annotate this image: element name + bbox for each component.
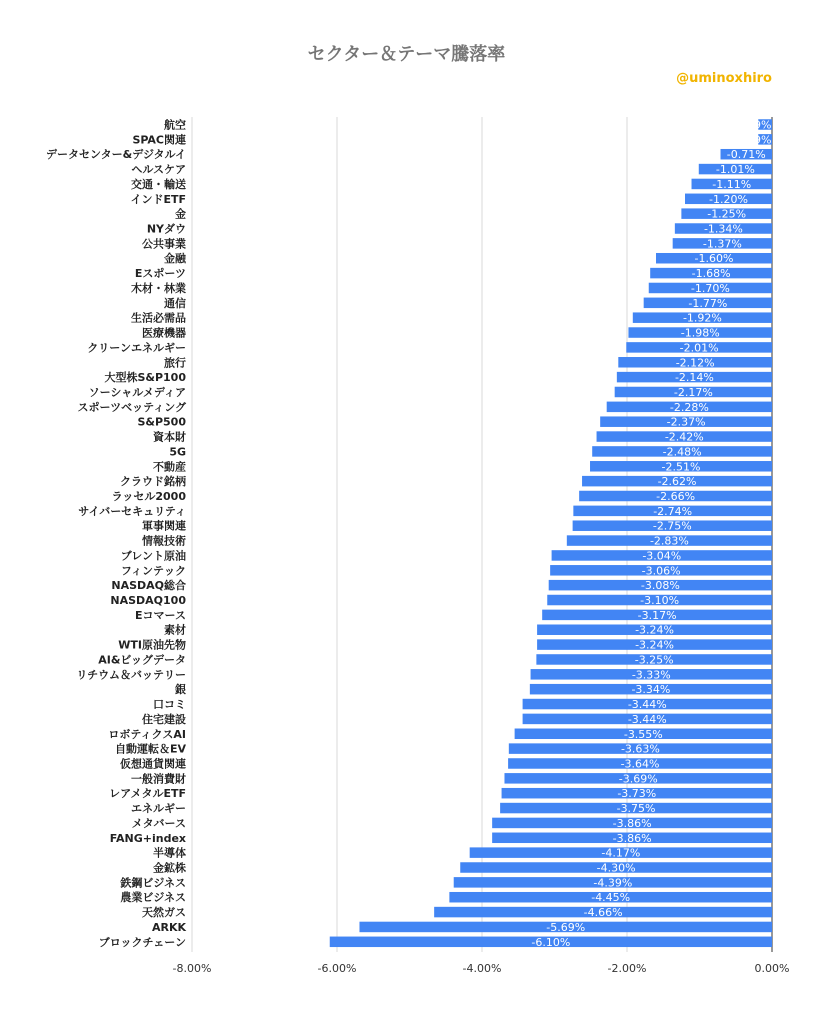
data-label: -2.12%: [675, 356, 715, 370]
category-label: 生活必需品: [131, 311, 186, 325]
category-label: 航空: [164, 118, 186, 132]
data-label: -4.30%: [596, 861, 636, 875]
category-label: 仮想通貨関連: [120, 757, 186, 771]
data-label: -1.70%: [690, 281, 730, 295]
data-label: -3.55%: [623, 727, 663, 741]
category-label: WTI原油先物: [118, 638, 186, 652]
category-label: リチウム＆バッテリー: [76, 668, 186, 682]
category-label: 資本財: [153, 430, 186, 444]
data-label: -3.25%: [634, 653, 674, 667]
category-label: 交通・輸送: [131, 177, 186, 191]
author-handle: @uminoxhiro: [676, 71, 772, 86]
category-label: 金融: [164, 252, 186, 266]
x-tick-label: -6.00%: [317, 962, 357, 975]
data-label: -2.17%: [673, 385, 713, 399]
data-label: -5.69%: [546, 920, 586, 934]
category-label: Eコマース: [135, 608, 186, 622]
data-label: -4.39%: [593, 876, 633, 890]
category-label: エネルギー: [131, 802, 186, 816]
data-label: -0.19%: [732, 118, 772, 132]
category-label: スポーツベッティング: [77, 400, 186, 414]
category-label: 情報技術: [142, 534, 186, 548]
data-label: -1.92%: [682, 311, 722, 325]
category-label: サイバーセキュリティ: [78, 504, 186, 518]
category-label: 半導体: [153, 846, 186, 860]
category-label: 5G: [169, 445, 186, 459]
category-label: 公共事業: [142, 237, 186, 251]
x-tick-label: -4.00%: [462, 962, 502, 975]
category-label: レアメタルETF: [109, 787, 186, 801]
data-label: -3.06%: [641, 564, 681, 578]
data-label: -4.45%: [591, 891, 631, 905]
category-label: ARKK: [151, 920, 186, 934]
data-label: -2.48%: [662, 445, 702, 459]
data-label: -2.28%: [669, 400, 709, 414]
category-label: クラウド銘柄: [120, 475, 186, 489]
category-label: 医療機器: [142, 326, 186, 340]
category-label: 一般消費財: [131, 772, 186, 786]
category-label: NYダウ: [146, 222, 186, 236]
data-label: -1.68%: [691, 267, 731, 281]
category-label: NASDAQ総合: [111, 579, 186, 593]
category-labels: [46, 118, 187, 949]
data-label: -3.73%: [617, 787, 657, 801]
category-label: インドETF: [130, 192, 186, 206]
data-label: -2.74%: [653, 504, 693, 518]
category-label: ロボティクスAI: [108, 727, 186, 741]
category-label: FANG+index: [109, 831, 186, 845]
x-axis-ticks: [173, 962, 790, 975]
category-label: 天然ガス: [142, 906, 186, 920]
category-label: 金鉱株: [153, 861, 186, 875]
category-label: AI&ビッグデータ: [98, 653, 186, 667]
data-label: -4.66%: [583, 906, 623, 920]
data-label: -1.25%: [707, 207, 747, 221]
x-tick-label: -2.00%: [607, 962, 647, 975]
category-label: S&P500: [137, 415, 186, 429]
data-label: -1.77%: [688, 296, 728, 310]
data-label: -2.75%: [652, 519, 692, 533]
data-label: -2.51%: [661, 460, 701, 474]
data-label: -4.17%: [601, 846, 641, 860]
data-label: -3.69%: [618, 772, 658, 786]
data-label: -3.24%: [635, 623, 675, 637]
x-tick-label: -8.00%: [172, 962, 212, 975]
category-label: ブレント原油: [120, 549, 186, 563]
data-label: -1.34%: [703, 222, 743, 236]
data-label: -1.01%: [715, 163, 755, 177]
category-label: Eスポーツ: [134, 267, 186, 281]
data-label: -2.01%: [679, 341, 719, 355]
data-label: -1.60%: [694, 252, 734, 266]
category-label: 農業ビジネス: [120, 891, 186, 905]
data-label: -3.17%: [637, 608, 677, 622]
chart-title: セクター＆テーマ騰落率: [307, 44, 506, 65]
category-label: ラッセル2000: [111, 490, 186, 503]
data-label: -0.19%: [732, 133, 772, 147]
category-label: メタバース: [131, 816, 186, 830]
category-label: フィンテック: [120, 564, 186, 578]
data-label: -3.08%: [640, 579, 680, 593]
data-label: -3.64%: [620, 757, 660, 771]
category-label: 木材・林業: [131, 281, 186, 295]
category-label: NASDAQ100: [110, 594, 186, 608]
data-label: -3.75%: [616, 802, 656, 816]
data-label: -3.33%: [631, 668, 671, 682]
data-label: -3.44%: [627, 698, 667, 712]
category-label: 口コミ: [153, 698, 186, 712]
data-label: -2.37%: [666, 415, 706, 429]
category-label: ヘルスケア: [131, 163, 186, 177]
data-label: -2.14%: [674, 371, 714, 385]
category-label: データセンター&デジタルイ: [46, 148, 186, 162]
data-label: -3.24%: [635, 638, 675, 652]
category-label: 軍事関連: [142, 519, 186, 533]
x-tick-label: 0.00%: [754, 962, 790, 975]
category-label: 不動産: [153, 460, 186, 474]
data-label: -3.86%: [612, 816, 652, 830]
data-label: -3.04%: [642, 549, 682, 563]
data-label: -3.34%: [631, 683, 671, 697]
data-label: -0.71%: [726, 148, 766, 162]
data-label: -1.20%: [709, 192, 748, 206]
data-label: -3.44%: [627, 712, 667, 726]
category-label: 大型株S&P100: [104, 371, 186, 385]
data-label: -1.98%: [680, 326, 720, 340]
category-label: 鉄鋼ビジネス: [120, 876, 186, 890]
category-label: 通信: [164, 296, 186, 310]
category-label: クリーンエネルギー: [87, 341, 186, 355]
data-label: -1.11%: [712, 177, 752, 191]
category-label: 銀: [175, 683, 186, 697]
data-label: -6.10%: [531, 935, 571, 949]
category-label: ソーシャルメディア: [88, 385, 186, 399]
category-label: ブロックチェーン: [98, 935, 186, 949]
category-label: 素材: [164, 623, 186, 637]
data-label: -2.42%: [664, 430, 704, 444]
category-label: 住宅建設: [142, 712, 186, 726]
data-label: -2.83%: [649, 534, 689, 548]
data-label: -2.66%: [656, 490, 696, 503]
data-label: -3.10%: [640, 594, 680, 608]
category-label: 金: [175, 207, 186, 221]
data-label: -2.62%: [657, 475, 697, 489]
data-label: -3.86%: [612, 831, 652, 845]
category-label: 自動運転＆EV: [114, 742, 186, 756]
category-label: 旅行: [164, 356, 186, 370]
category-label: SPAC関連: [132, 133, 186, 147]
data-label: -1.37%: [702, 237, 742, 251]
data-label: -3.63%: [620, 742, 660, 756]
